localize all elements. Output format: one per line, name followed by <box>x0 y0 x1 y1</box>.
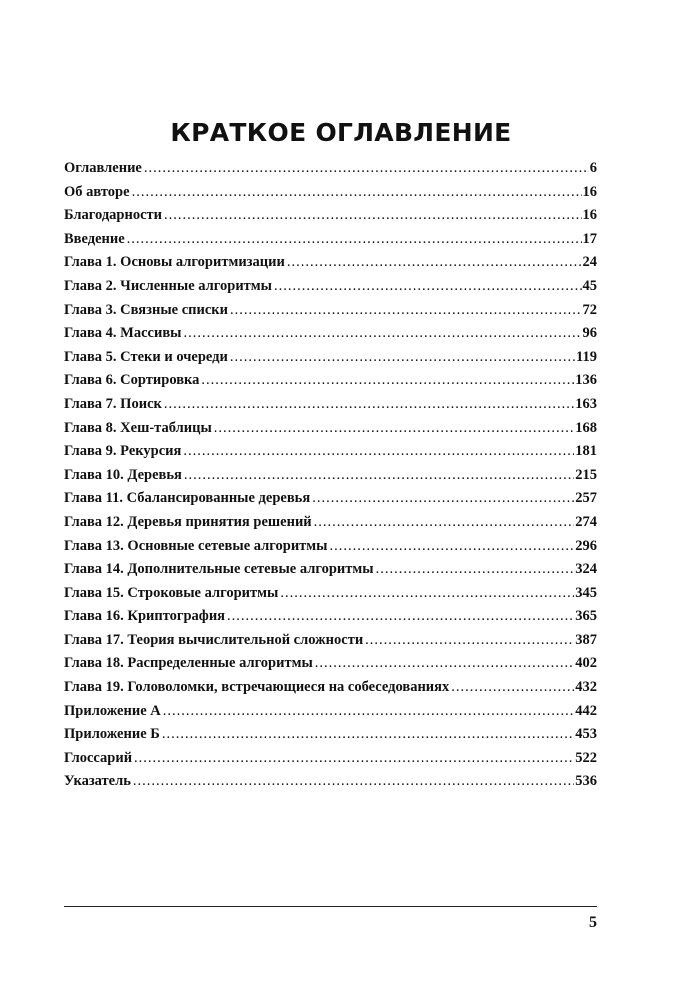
dot-leader <box>227 605 574 629</box>
toc-entry <box>64 582 597 606</box>
toc-entry-title: Глава 1. Основы алгоритмизации <box>64 254 285 271</box>
toc-entry <box>64 275 597 299</box>
toc-entry-page: 365 <box>575 608 597 625</box>
toc-entry <box>64 417 597 441</box>
toc-entry <box>64 322 597 346</box>
dot-leader <box>133 770 574 794</box>
toc-entry-page: 163 <box>575 395 597 412</box>
toc-entry <box>64 251 597 275</box>
table-of-contents <box>64 157 597 794</box>
toc-entry <box>64 723 597 747</box>
dot-leader <box>287 251 582 275</box>
toc-entry-page: 24 <box>582 254 597 271</box>
toc-entry-page: 16 <box>582 183 597 200</box>
toc-entry-page: 17 <box>582 230 597 247</box>
toc-entry-page: 16 <box>582 207 597 224</box>
dot-leader <box>365 629 574 653</box>
toc-entry <box>64 700 597 724</box>
toc-entry <box>64 228 597 252</box>
toc-entry-title: Указатель <box>64 773 131 790</box>
dot-leader <box>163 700 575 724</box>
dot-leader <box>162 723 574 747</box>
toc-entry-page: 345 <box>575 584 597 601</box>
toc-entry-title: Введение <box>64 230 125 247</box>
toc-entry <box>64 346 597 370</box>
toc-entry-title: Глава 11. Сбалансированные деревья <box>64 490 311 507</box>
toc-entry-title: Глава 3. Связные списки <box>64 301 228 318</box>
toc-entry-page: 215 <box>575 466 597 483</box>
toc-entry-title: Глава 13. Основные сетевые алгоритмы <box>64 537 328 554</box>
toc-entry-title: Глава 2. Численные алгоритмы <box>64 277 272 294</box>
toc-entry-title: Глава 7. Поиск <box>64 395 162 412</box>
page-number: 5 <box>589 914 597 931</box>
dot-leader <box>230 346 575 370</box>
toc-entry <box>64 393 597 417</box>
toc-entry <box>64 747 597 771</box>
toc-entry-page: 96 <box>582 325 597 342</box>
footer-divider <box>64 906 597 907</box>
dot-leader <box>230 299 582 323</box>
dot-leader <box>183 440 574 464</box>
dot-leader <box>144 157 589 181</box>
toc-entry <box>64 204 597 228</box>
dot-leader <box>280 582 574 606</box>
toc-entry-title: Глава 5. Стеки и очереди <box>64 348 228 365</box>
dot-leader <box>127 228 582 252</box>
toc-entry-title: Глава 16. Криптография <box>64 608 226 625</box>
dot-leader <box>330 535 575 559</box>
toc-entry-title: Оглавление <box>64 160 142 176</box>
toc-entry-page: 387 <box>575 631 597 648</box>
toc-entry <box>64 652 597 676</box>
toc-entry <box>64 629 597 653</box>
toc-entry <box>64 299 597 323</box>
toc-entry-title: Глава 14. Дополнительные сетевые алгоритмы <box>64 561 374 578</box>
toc-entry-title: Глава 9. Рекурсия <box>64 443 182 460</box>
toc-entry <box>64 511 597 535</box>
dot-leader <box>164 393 574 417</box>
toc-entry-page: 522 <box>575 749 597 766</box>
toc-entry-title: Глава 12. Деревья принятия решений <box>64 513 312 530</box>
dot-leader <box>315 652 574 676</box>
toc-entry-title: Приложение А <box>64 702 161 719</box>
dot-leader <box>184 464 574 488</box>
toc-entry-title: Глава 19. Головоломки, встречающиеся на собеседованиях <box>64 679 450 696</box>
toc-entry <box>64 440 597 464</box>
toc-entry <box>64 157 597 181</box>
toc-entry-page: 536 <box>575 773 597 790</box>
dot-leader <box>132 181 582 205</box>
toc-entry <box>64 487 597 511</box>
toc-entry-page: 402 <box>575 655 597 672</box>
toc-entry-page: 453 <box>575 726 597 743</box>
toc-entry-title: Глава 18. Распределенные алгоритмы <box>64 655 313 672</box>
dot-leader <box>451 676 574 700</box>
toc-entry-page: 274 <box>575 513 597 530</box>
toc-entry-title: Об авторе <box>64 183 130 200</box>
dot-leader <box>314 511 575 535</box>
toc-entry-page: 257 <box>575 490 597 507</box>
toc-entry-page: 324 <box>575 561 597 578</box>
toc-entry-title: Глава 10. Деревья <box>64 466 182 483</box>
toc-entry <box>64 535 597 559</box>
toc-entry-page: 432 <box>575 679 597 696</box>
toc-entry-title: Благодарности <box>64 207 163 224</box>
toc-entry <box>64 676 597 700</box>
toc-entry <box>64 770 597 794</box>
dot-leader <box>184 322 582 346</box>
toc-entry-title: Глава 4. Массивы <box>64 325 182 342</box>
toc-entry <box>64 558 597 582</box>
dot-leader <box>201 369 574 393</box>
toc-entry-page: 136 <box>575 372 597 389</box>
toc-entry-page: 119 <box>576 348 597 365</box>
toc-entry-page: 442 <box>575 702 597 719</box>
toc-entry-page: 45 <box>582 277 597 294</box>
toc-entry-page: 296 <box>575 537 597 554</box>
toc-entry-page: 72 <box>582 301 597 318</box>
page-title: КРАТКОЕ ОГЛАВЛЕНИЕ <box>170 117 512 147</box>
toc-entry-title: Глава 8. Хеш-таблицы <box>64 419 212 436</box>
toc-entry-page: 6 <box>589 160 597 176</box>
dot-leader <box>312 487 574 511</box>
toc-entry-page: 181 <box>575 443 597 460</box>
toc-entry-title: Глава 15. Строковые алгоритмы <box>64 584 279 601</box>
toc-entry-title: Глава 17. Теория вычислительной сложности <box>64 631 364 648</box>
dot-leader <box>214 417 574 441</box>
toc-entry-page: 168 <box>575 419 597 436</box>
toc-entry-title: Глоссарий <box>64 749 133 766</box>
dot-leader <box>376 558 575 582</box>
toc-entry-title: Глава 6. Сортировка <box>64 372 200 389</box>
toc-entry <box>64 605 597 629</box>
toc-entry <box>64 369 597 393</box>
dot-leader <box>164 204 581 228</box>
toc-entry-title: Приложение Б <box>64 726 160 743</box>
dot-leader <box>274 275 582 299</box>
toc-entry <box>64 464 597 488</box>
toc-entry <box>64 181 597 205</box>
dot-leader <box>134 747 574 771</box>
